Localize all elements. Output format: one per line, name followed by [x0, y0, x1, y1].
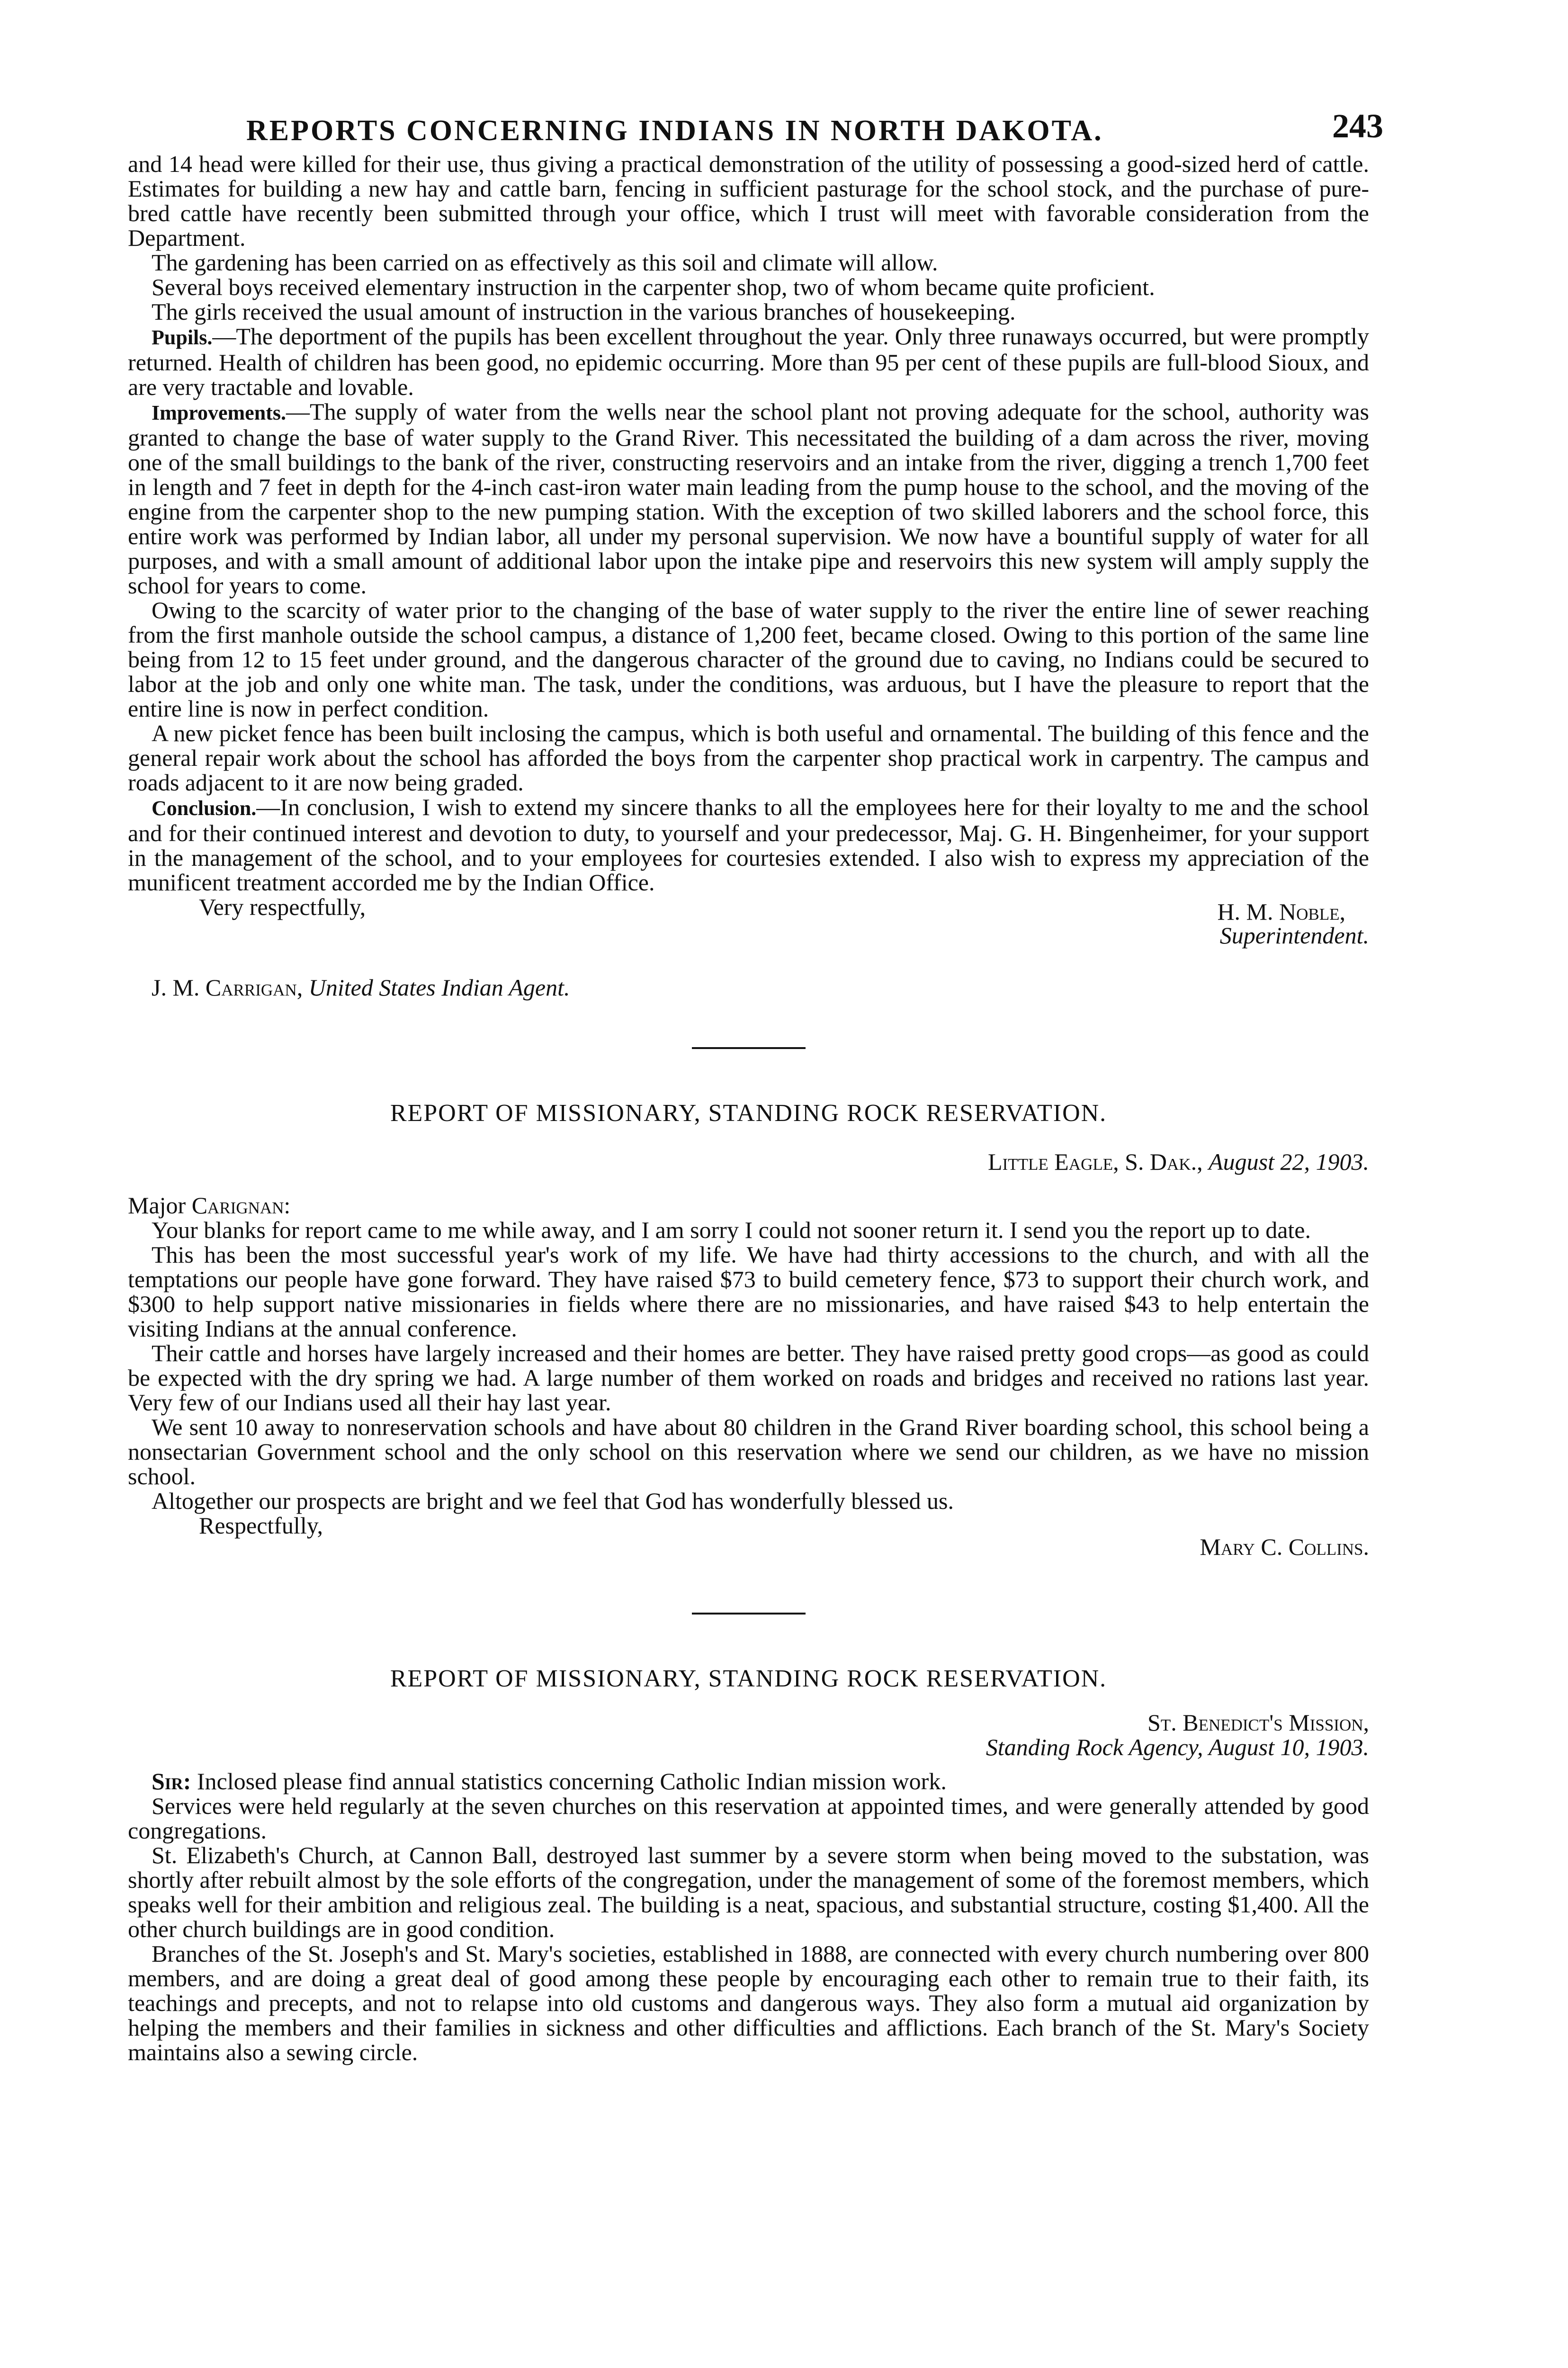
paragraph: Several boys received elementary instruction in the carpenter shop, two of whom became quite proficient. — [152, 274, 1155, 300]
conclusion-text: —In conclusion, I wish to extend my sincere thanks to all the employees here for their loyalty to me and the school and for their continued interest and devotion to duty, to yourself and your predecessor, Maj. G. H. Bingenheimer, for your support in the management of the school, and to your employees for courtesies extended. I also wish to express my appreciation of the munificent treatment accorded me by the Indian Office. — [128, 794, 1369, 896]
school-report-section — [128, 152, 1369, 1000]
paragraph: This has been the most successful year's work of my life. We have had thirty accessions to the church, and with all the temptations our people have gone forward. They have raised $73 to build cemetery fence, $73 to support their church work, and $300 to help support native missionaries in fields where there are no missionaries, and have raised $43 to help entertain the visiting Indians at the annual conference. — [128, 1241, 1369, 1342]
addressee-line — [152, 975, 1369, 1000]
improvements-heading: Improvements. — [152, 401, 286, 424]
paragraph: We sent 10 away to nonreservation schools and have about 80 children in the Grand River boarding school, this school being a nonsectarian Government school and the only school on this reservation where we send our children, as we have no mission school. — [128, 1414, 1369, 1489]
paragraph: Services were held regularly at the seven churches on this reservation at appointed times, and were generally attended by good congregations. — [128, 1793, 1369, 1844]
missionary-report-st-benedict — [128, 1667, 1369, 2064]
salutation — [128, 1193, 1369, 1218]
improvements-text: —The supply of water from the wells near the school plant not proving adequate for the school, authority was granted to change the base of water supply to the Grand River. This necessitated the building of a dam across the river, moving one of the small buildings to the bank of the river, constructing reservoirs and an intake from the river, digging a trench 1,700 feet in length and 7 feet in depth for the 4-inch cast-iron water main leading from the pump house to the school, and the moving of the engine from the carpenter shop to the new pumping station. With the exception of two skilled laborers and the school force, this entire work was performed by Indian labor, all under my personal supervision. We now have a bountiful supply of water for all purposes, and with a small amount of additional labor upon the intake pipe and reservoirs this new system will amply supply the school for years to come. — [128, 398, 1369, 599]
page-number: 243 — [1332, 107, 1383, 145]
signer-name: Mary C. Collins. — [1200, 1534, 1369, 1560]
signature-block — [128, 895, 1369, 961]
salutation-prefix: Major — [128, 1192, 186, 1219]
paragraph: Owing to the scarcity of water prior to the changing of the base of water supply to the river the entire line of sewer reaching from the first manhole outside the school campus, a distance of 1,200 feet, became closed. Owing to this portion of the same line being from 12 to 15 feet under ground, and the dangerous character of the ground due to caving, no Indians could be secured to labor at the job and only one white man. The task, under the conditions, was arduous, but I have the pleasure to report that the entire line is now in perfect condition. — [128, 597, 1369, 722]
paragraph: The gardening has been carried on as effectively as this soil and climate will allow. — [152, 249, 938, 276]
section-title: REPORT OF MISSIONARY, STANDING ROCK RESERVATION. — [390, 1100, 1107, 1127]
dateline-date: Standing Rock Agency, August 10, 1903. — [986, 1734, 1369, 1760]
paragraph: The girls received the usual amount of instruction in the various branches of housekeeping. — [152, 298, 1016, 325]
missionary-report-collins — [128, 1101, 1369, 1565]
opening-text: Inclosed please find annual statistics concerning Catholic Indian mission work. — [191, 1768, 947, 1794]
salutation-name: Carignan: — [191, 1192, 291, 1219]
pupils-paragraph — [128, 324, 1369, 399]
signature-block — [128, 1513, 1369, 1565]
paragraph: A new picket fence has been built inclosing the campus, which is both useful and ornamental. The building of this fence and the general repair work about the school has afforded the boys from the carpenter shop practical work in carpentry. The campus and roads adjacent to it are now being graded. — [128, 720, 1369, 796]
closing: Respectfully, — [199, 1512, 323, 1539]
section-title: REPORT OF MISSIONARY, STANDING ROCK RESERVATION. — [390, 1665, 1107, 1692]
dateline-date: August 22, 1903. — [1209, 1148, 1369, 1175]
signer-title: Superintendent. — [1219, 922, 1369, 949]
addressee-title: United States Indian Agent. — [308, 974, 570, 1001]
addressee-name: J. M. Carrigan, — [152, 974, 303, 1001]
running-title: REPORTS CONCERNING INDIANS IN NORTH DAKOTA. — [246, 115, 1103, 147]
opening-paragraph — [128, 1769, 1369, 1794]
pupils-text: —The deportment of the pupils has been excellent throughout the year. Only three runaways occurred, but were promptly returned. Health of children has been good, no epidemic occurring. More than 95 per cent of these pupils are full-blood Sioux, and are very tractable and lovable. — [128, 323, 1369, 400]
dateline — [128, 1710, 1369, 1759]
running-head — [128, 95, 1383, 152]
dateline-place: Little Eagle, S. Dak., — [988, 1148, 1203, 1175]
paragraph: St. Elizabeth's Church, at Cannon Ball, destroyed last summer by a severe storm when being moved to the substation, was shortly after rebuilt almost by the sole efforts of the congregation, under the management of some of the foremost members, which speaks well for their ambition and religious zeal. The building is a neat, spacious, and substantial structure, costing $1,400. All the other church buildings are in good condition. — [128, 1842, 1369, 1942]
closing: Very respectfully, — [199, 894, 366, 920]
section-divider — [692, 1047, 806, 1049]
pupils-heading: Pupils. — [152, 326, 213, 349]
section-divider — [692, 1613, 806, 1615]
paragraph: Your blanks for report came to me while away, and I am sorry I could not sooner return it. I send you the report up to date. — [152, 1217, 1311, 1243]
conclusion-paragraph — [128, 795, 1369, 895]
dateline-place: St. Benedict's Mission, — [1147, 1709, 1369, 1736]
paragraph: and 14 head were killed for their use, thus giving a practical demonstration of the utility of possessing a good-sized herd of cattle. Estimates for building a new hay and cattle barn, fencing in sufficient pasturage for the school stock, and the purchase of pure-bred cattle have recently been submitted through your office, which I trust will meet with favorable consideration from the Department. — [128, 151, 1369, 251]
paragraph: Branches of the St. Joseph's and St. Mary's societies, established in 1888, are connected with every church numbering over 800 members, and are doing a great deal of good among these people by encouraging each other to remain true to their faith, its teachings and precepts, and not to relapse into old customs and dangerous ways. They also form a mutual aid organization by helping the members and their families in sickness and other difficulties and afflictions. Each branch of the St. Mary's Society maintains also a sewing circle. — [128, 1940, 1369, 2065]
signer-name: H. M. Noble, — [1217, 898, 1345, 925]
dateline — [128, 1149, 1369, 1174]
paragraph: Altogether our prospects are bright and we feel that God has wonderfully blessed us. — [152, 1488, 954, 1514]
salutation: Sir: — [152, 1768, 191, 1794]
conclusion-heading: Conclusion. — [152, 797, 257, 820]
improvements-paragraph — [128, 399, 1369, 598]
paragraph: Their cattle and horses have largely increased and their homes are better. They have raised pretty good crops—as good as could be expected with the dry spring we had. A large number of them worked on roads and bridges and received no rations last year. Very few of our Indians used all their hay last year. — [128, 1340, 1369, 1416]
